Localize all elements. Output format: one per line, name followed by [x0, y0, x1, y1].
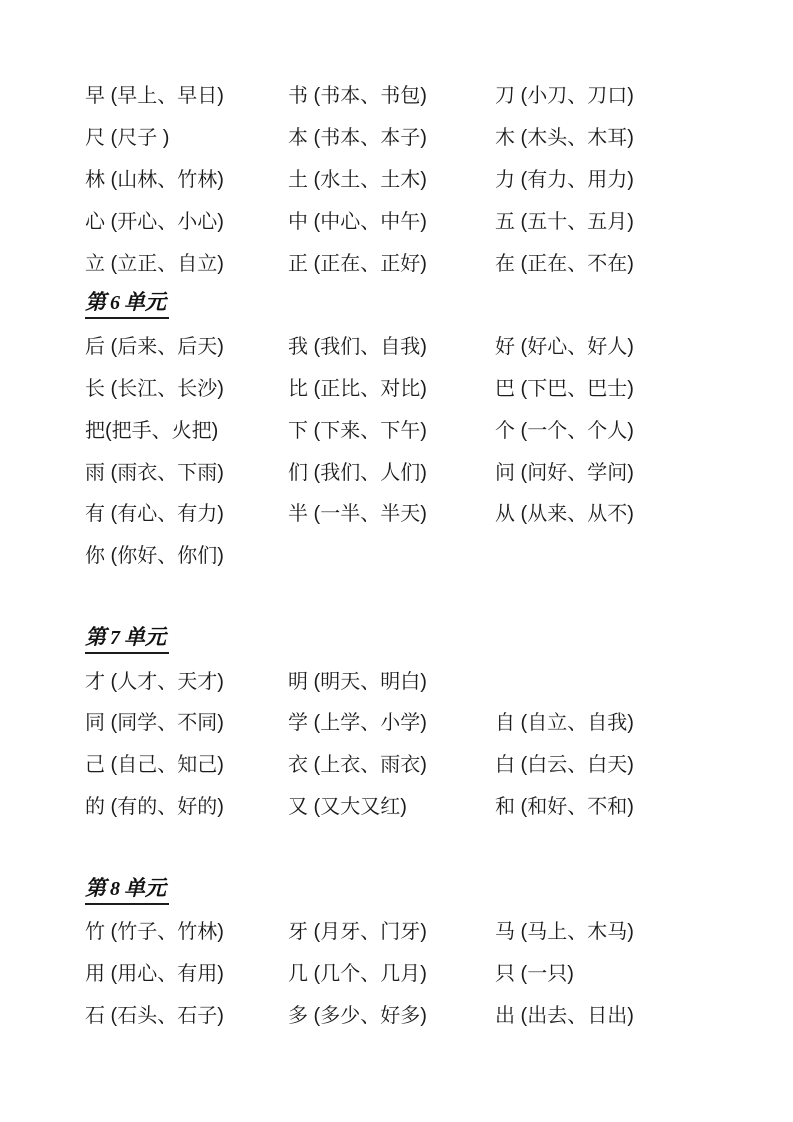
- vocab-entry: 长 (长江、长沙): [85, 377, 224, 400]
- vocab-entry: 马 (马上、木马): [495, 921, 634, 944]
- heading-number: 7: [110, 626, 120, 649]
- vocab-entry: 和 (和好、不和): [495, 795, 634, 818]
- vocab-entry: 只 (一只): [495, 963, 574, 986]
- vocab-entry: 竹 (竹子、竹林): [85, 921, 224, 944]
- vocab-entry: 几 (几个、几月): [288, 963, 427, 986]
- vocab-entry: 比 (正比、对比): [288, 377, 427, 400]
- vocab-entry: 又 (又大又红): [288, 795, 407, 818]
- vocab-entry: 半 (一半、半天): [288, 503, 427, 526]
- vocab-row: [85, 73, 753, 115]
- unit-heading-text: [85, 621, 169, 654]
- vocab-entry: 用 (用心、有用): [85, 963, 224, 986]
- vocab-row: [85, 742, 753, 784]
- unit-7-heading: [85, 616, 753, 658]
- vocab-entry: 木 (木头、木耳): [495, 127, 634, 150]
- vocab-row: [85, 366, 753, 408]
- vocab-entry: 力 (有力、用力): [495, 168, 634, 191]
- vocab-entry: 刀 (小刀、刀口): [495, 85, 634, 108]
- vocab-row: [85, 157, 753, 199]
- vocab-entry: 土 (水土、土木): [288, 168, 427, 191]
- vocab-entry: 石 (石头、石子): [85, 1004, 224, 1027]
- unit-heading-text: [85, 286, 169, 319]
- vocab-entry: 衣 (上衣、雨衣): [288, 754, 427, 777]
- vocab-entry: 中 (中心、中午): [288, 210, 427, 233]
- unit-8-heading: [85, 867, 753, 909]
- vocab-row: [85, 324, 753, 366]
- vocab-entry: 个 (一个、个人): [495, 419, 634, 442]
- vocab-row: [85, 993, 753, 1035]
- vocab-entry: 你 (你好、你们): [85, 545, 224, 568]
- heading-suffix: 单元: [124, 291, 166, 315]
- vocab-row: [85, 700, 753, 742]
- vocab-row: [85, 909, 753, 951]
- vocab-entry: 从 (从来、从不): [495, 503, 634, 526]
- heading-suffix: 单元: [124, 625, 166, 649]
- vocab-row: [85, 449, 753, 491]
- vocab-entry: 后 (后来、后天): [85, 336, 224, 359]
- vocab-entry: 我 (我们、自我): [288, 336, 427, 359]
- vocab-entry: 雨 (雨衣、下雨): [85, 461, 224, 484]
- vocab-entry: 多 (多少、好多): [288, 1004, 427, 1027]
- vocab-entry: 们 (我们、人们): [288, 461, 427, 484]
- vocab-entry: 五 (五十、五月): [495, 210, 634, 233]
- unit-heading-text: [85, 872, 169, 905]
- vocab-entry: 心 (开心、小心): [85, 210, 224, 233]
- vocab-entry: 好 (好心、好人): [495, 336, 634, 359]
- heading-number: 6: [110, 292, 120, 315]
- vocab-entry: 立 (立正、自立): [85, 252, 224, 275]
- vocab-row: [85, 784, 753, 826]
- vocab-entry: 明 (明天、明白): [288, 670, 427, 693]
- blank-line: [85, 575, 753, 617]
- vocab-entry: 林 (山林、竹林): [85, 168, 224, 191]
- vocab-row: [85, 407, 753, 449]
- vocab-entry: 白 (白云、白天): [495, 754, 634, 777]
- vocab-entry: 尺 (尺子 ): [85, 127, 170, 150]
- vocab-entry: 才 (人才、天才): [85, 670, 224, 693]
- vocab-entry: 自 (自立、自我): [495, 712, 634, 735]
- vocab-row: [85, 658, 753, 700]
- vocab-row: [85, 533, 753, 575]
- vocab-list: [85, 73, 753, 1034]
- vocab-entry: 出 (出去、日出): [495, 1004, 634, 1027]
- vocab-entry: 正 (正在、正好): [288, 252, 427, 275]
- vocab-entry: 早 (早上、早日): [85, 85, 224, 108]
- vocab-entry: 下 (下来、下午): [288, 419, 427, 442]
- vocab-entry: 问 (问好、学问): [495, 461, 634, 484]
- vocab-row: [85, 951, 753, 993]
- vocab-entry: 同 (同学、不同): [85, 712, 224, 735]
- heading-prefix: 第: [85, 291, 106, 315]
- vocab-row: [85, 491, 753, 533]
- vocab-entry: 有 (有心、有力): [85, 503, 224, 526]
- vocab-entry: 把(把手、火把): [85, 419, 219, 442]
- vocab-row: [85, 240, 753, 282]
- heading-suffix: 单元: [124, 876, 166, 900]
- heading-number: 8: [110, 877, 120, 900]
- vocab-entry: 己 (自己、知己): [85, 754, 224, 777]
- vocab-entry: 书 (书本、书包): [288, 85, 427, 108]
- unit-6-heading: [85, 282, 753, 324]
- vocab-entry: 巴 (下巴、巴士): [495, 377, 634, 400]
- vocab-entry: 在 (正在、不在): [495, 252, 634, 275]
- vocab-entry: 的 (有的、好的): [85, 795, 224, 818]
- heading-prefix: 第: [85, 876, 106, 900]
- vocab-entry: 学 (上学、小学): [288, 712, 427, 735]
- vocab-row: [85, 198, 753, 240]
- vocab-row: [85, 115, 753, 157]
- blank-line: [85, 825, 753, 867]
- heading-prefix: 第: [85, 625, 106, 649]
- vocab-entry: 牙 (月牙、门牙): [288, 921, 427, 944]
- vocab-entry: 本 (书本、本子): [288, 127, 427, 150]
